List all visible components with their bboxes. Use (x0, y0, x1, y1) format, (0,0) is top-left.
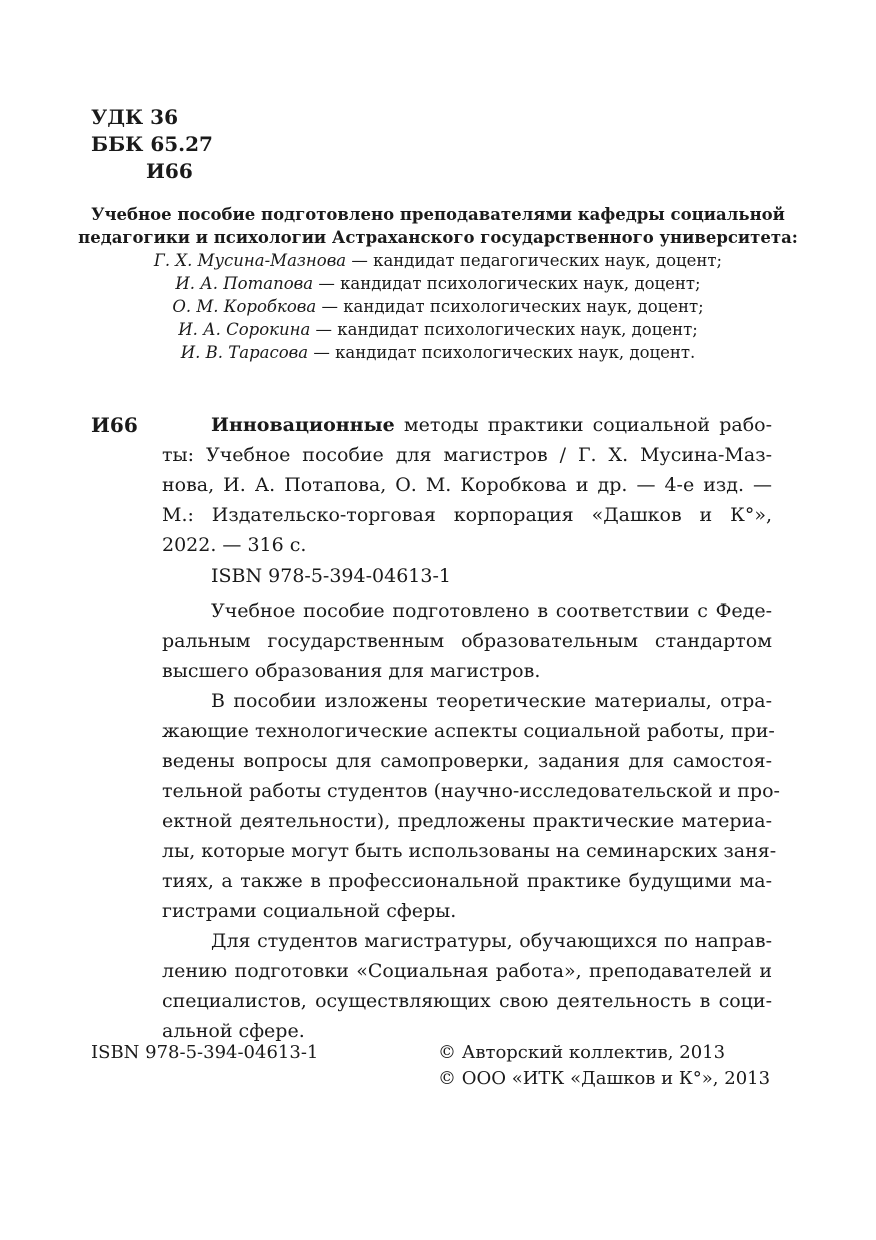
author-name: О. М. Коробкова (172, 297, 317, 316)
author-name: И. В. Тарасова (180, 343, 309, 362)
annotation-line: тельной работы студентов (научно-исследовательской и про- (162, 780, 780, 802)
author-desc: — кандидат психологических наук, доцент. (308, 343, 696, 362)
bibliography-record (162, 410, 772, 560)
author-line (60, 274, 816, 293)
udk-code: УДК 36 (91, 105, 179, 129)
annotation-line: В пособии изложены теоретические материалы, отра- (211, 690, 772, 712)
footer-isbn: ISBN 978-5-394-04613-1 (91, 1042, 319, 1063)
annotation-line: лы, которые могут быть использованы на семинарских заня- (162, 840, 777, 862)
annotation-line: лению подготовки «Социальная работа», преподавателей и (162, 960, 772, 982)
bibliography-isbn: ISBN 978-5-394-04613-1 (211, 565, 451, 587)
intro-line-1: Учебное пособие подготовлено преподавателями кафедры социальной (91, 205, 785, 224)
author-line (60, 320, 816, 339)
copyright-authors: © Авторский коллектив, 2013 (438, 1042, 726, 1063)
bibliography-line: нова, И. А. Потапова, О. М. Коробкова и др. — 4-е изд. — (162, 474, 772, 496)
annotation (162, 596, 780, 1046)
author-desc: — кандидат психологических наук, доцент; (316, 297, 704, 316)
annotation-line: ектной деятельности), предложены практические материа- (162, 810, 772, 832)
annotation-line: гистрами социальной сферы. (162, 900, 457, 922)
intro-line-2: педагогики и психологии Астраханского государственного университета: (78, 228, 798, 247)
annotation-line: ведены вопросы для самопроверки, задания для самостоя- (162, 750, 772, 772)
author-desc: — кандидат психологических наук, доцент; (313, 274, 701, 293)
bibliography-line: ты: Учебное пособие для магистров / Г. Х. Мусина-Маз- (162, 444, 772, 466)
author-name: И. А. Сорокина (178, 320, 311, 339)
author-sign-code: И66 (146, 159, 193, 183)
author-name: И. А. Потапова (175, 274, 314, 293)
bibliography-line: 2022. — 316 с. (162, 534, 307, 556)
author-line (60, 343, 816, 362)
bibliography-line: М.: Издательско-торговая корпорация «Дашков и К°», (162, 504, 772, 526)
author-desc: — кандидат психологических наук, доцент; (310, 320, 698, 339)
bbk-code: ББК 65.27 (91, 132, 213, 156)
bibliography-line (162, 410, 772, 440)
annotation-line: высшего образования для магистров. (162, 660, 541, 682)
book-title-rest: методы практики социальной рабо- (394, 414, 772, 436)
annotation-line: альной сфере. (162, 1020, 305, 1042)
copyright-publisher: © ООО «ИТК «Дашков и К°», 2013 (438, 1068, 771, 1089)
author-desc: — кандидат педагогических наук, доцент; (346, 251, 723, 270)
annotation-line: тиях, а также в профессиональной практике будущими ма- (162, 870, 772, 892)
bibliography-code: И66 (91, 413, 138, 437)
annotation-line: ральным государственным образовательным стандартом (162, 630, 772, 652)
author-line (60, 297, 816, 316)
author-line (60, 251, 816, 270)
annotation-line: жающие технологические аспекты социальной работы, при- (162, 720, 775, 742)
annotation-line: Учебное пособие подготовлено в соответствии с Феде- (211, 600, 772, 622)
book-title-bold: Инновационные (211, 414, 395, 436)
annotation-line: специалистов, осуществляющих свою деятельность в соци- (162, 990, 772, 1012)
author-name: Г. Х. Мусина-Мазнова (153, 251, 347, 270)
annotation-line: Для студентов магистратуры, обучающихся по направ- (211, 930, 772, 952)
